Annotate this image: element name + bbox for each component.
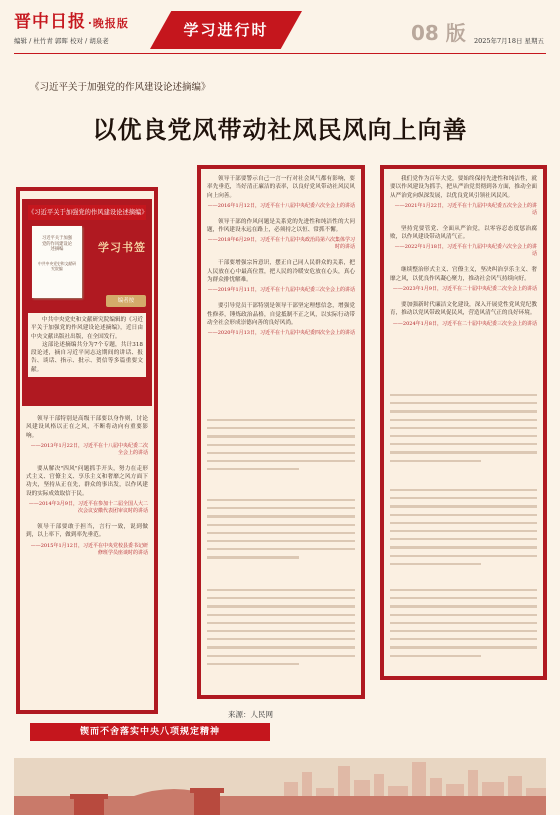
book-intro-paragraph: 中共中央党史和文献研究院编辑的《习近平关于加强党的作风建设论述摘编》，近日由中央文献出版社出版，在全国发行。 [31,317,143,340]
column-1-paragraph: 领导干部特别是高级干部要以身作则，讨论风建设风格以正在之风，不断将动向有重要影响。 [26,416,148,439]
column-2 [201,169,361,695]
column-3-paragraph: 坚持党要管党、全面从严治党，以零容忍态度惩治腐败，以作风建设带动风清气正。 [390,225,537,241]
column-2-text-filler [207,419,355,476]
book-info-box [22,199,152,406]
column-3 [384,169,543,676]
column-2-source-note: ——2020年1月13日，习近平在十九届中央纪委四次全会上的讲话 [207,330,355,337]
column-2-paragraph: 干部要增强宗旨意识，摆正自己同人民群众的关系，把人民放在心中最高位置，把人民的冷暖安危放在心头，真心为群众排忧解难。 [207,260,355,284]
editor-credits: 编辑 / 杜竹青 郭晖 校对 / 胡泉老 [14,37,109,45]
column-3-paragraph: 继续整治形式主义、官僚主义，坚决纠治享乐主义、奢靡之风，以优良作风凝心聚力，推动社会风气持续向好。 [390,267,537,282]
column-3-source-note: ——2022年1月18日，习近平在十九届中央纪委六次全会上的讲话 [394,244,537,258]
page-headline: 以优良党风带动社风民风向上向善 [92,115,468,144]
issue-date: 2025年7月18日 星期五 [474,37,545,45]
book-box-title: 《习近平关于加强党的作风建设论述摘编》 [28,205,146,220]
bookmark-label: 学习书签 [98,241,146,254]
logo-subtitle: ·晚报版 [88,17,129,30]
section-title: 学习进行时 [183,21,269,39]
column-3-text-filler [390,589,537,663]
book-cover [32,226,82,298]
masthead [0,0,560,58]
column-3-source-note: ——2023年1月9日，习近平在二十届中央纪委二次全会上的讲话 [392,286,537,293]
book-cover-publisher: 中共中央党史和文献研究院编 [38,261,76,271]
column-2-source-note: ——2018年6月29日，习近平在十九届中央政治局第六次集体学习时的讲话 [207,237,355,251]
book-box-intro [28,313,146,377]
column-2-text-filler [207,499,355,565]
city-skyline-illustration [14,752,546,815]
column-3-paragraph: 我们党作为百年大党，要始终保持先进性和纯洁性，就要以作风建设为抓手，把从严治党贯彻到各方面，推动全面从严治党向纵深发展，以优良党风引领社风民风。 [390,176,537,199]
edition-number: 08 版 [411,21,466,45]
column-3-paragraph: 要加强新时代廉洁文化建设，深入开展党性党风党纪教育，推动以党风带政风促民风，营造风清气正的良好环境。 [390,302,537,317]
logo-text: 晋中日报 [14,12,86,32]
column-1-paragraph: 要从解决"四风"问题抓手开头，努力在走形式主义、官僚主义、享乐主义和奢靡之风方面下功夫，坚持从正在先，群众的事出发，以作风建设的实际成效取信于民。 [26,465,148,497]
column-3-source-note: ——2021年1月22日，习近平在十九届中央纪委五次全会上的讲话 [394,202,537,216]
slogan-banner: 锲而不舍落实中央八项规定精神 [30,723,270,741]
book-cover-title: 习近平关于加强党的作风建设论述摘编 [41,236,73,252]
series-title: 《习近平关于加强党的作风建设论述摘编》 [30,82,211,93]
column-1-source-note: ——2015年1月12日，习近平在中央党校县委书记研修班学员座谈时的讲话 [30,542,148,556]
editor-note-tag: 编者按 [106,295,146,307]
column-1-source-note: ——2014年3月9日，习近平在参加十二届全国人大二次会议安徽代表团审议时的讲话 [28,501,148,515]
column-2-source-note: ——2016年1月12日，习近平在十八届中央纪委六次全会上的讲话 [207,202,355,209]
column-3-text-filler [390,394,537,468]
column-1-paragraph: 领导干部要敢于担当，言行一致，说到做到，以上率下，做到率先垂范。 [26,524,148,539]
column-3-source-note: ——2024年1月8日，习近平在二十届中央纪委三次全会上的讲话 [392,320,537,327]
column-2-text-filler [207,589,355,671]
column-2-paragraph: 领导干部要警示自己一言一行对社会风气都有影响，要率先垂范，当好清正廉洁的表率，以良好党风带动社风民风向上向善。 [207,176,355,199]
column-2-paragraph: 要引导党员干部特别是领导干部坚定理想信念，增强党性修养，锤炼政治品格，自觉抵制不正之风，以实际行动带动全社会形成崇德向善的良好风尚。 [207,303,355,326]
column-2-source-note: ——2019年1月11日，习近平在十九届中央纪委三次全会上的讲话 [207,287,355,294]
newspaper-logo [14,7,129,32]
source-credit: 来源：人民网 [228,710,273,719]
column-2-paragraph: 领导干部的作风问题是关系党的先进性和纯洁性的大问题，作风建设永远在路上，必须持之以恒、常抓不懈。 [207,218,355,234]
column-1-source-note: ——2013年1月22日，习近平在十八届中央纪委二次全会上的讲话 [30,442,148,456]
column-3-text-filler [390,489,537,571]
header-divider [14,53,546,54]
book-intro-paragraph: 这部论述摘编共分为7个专题，共计318段论述，摘自习近平同志这期间的讲话、报告、谈话、指示、批示、贺信等多篇重要文献。 [31,341,143,373]
